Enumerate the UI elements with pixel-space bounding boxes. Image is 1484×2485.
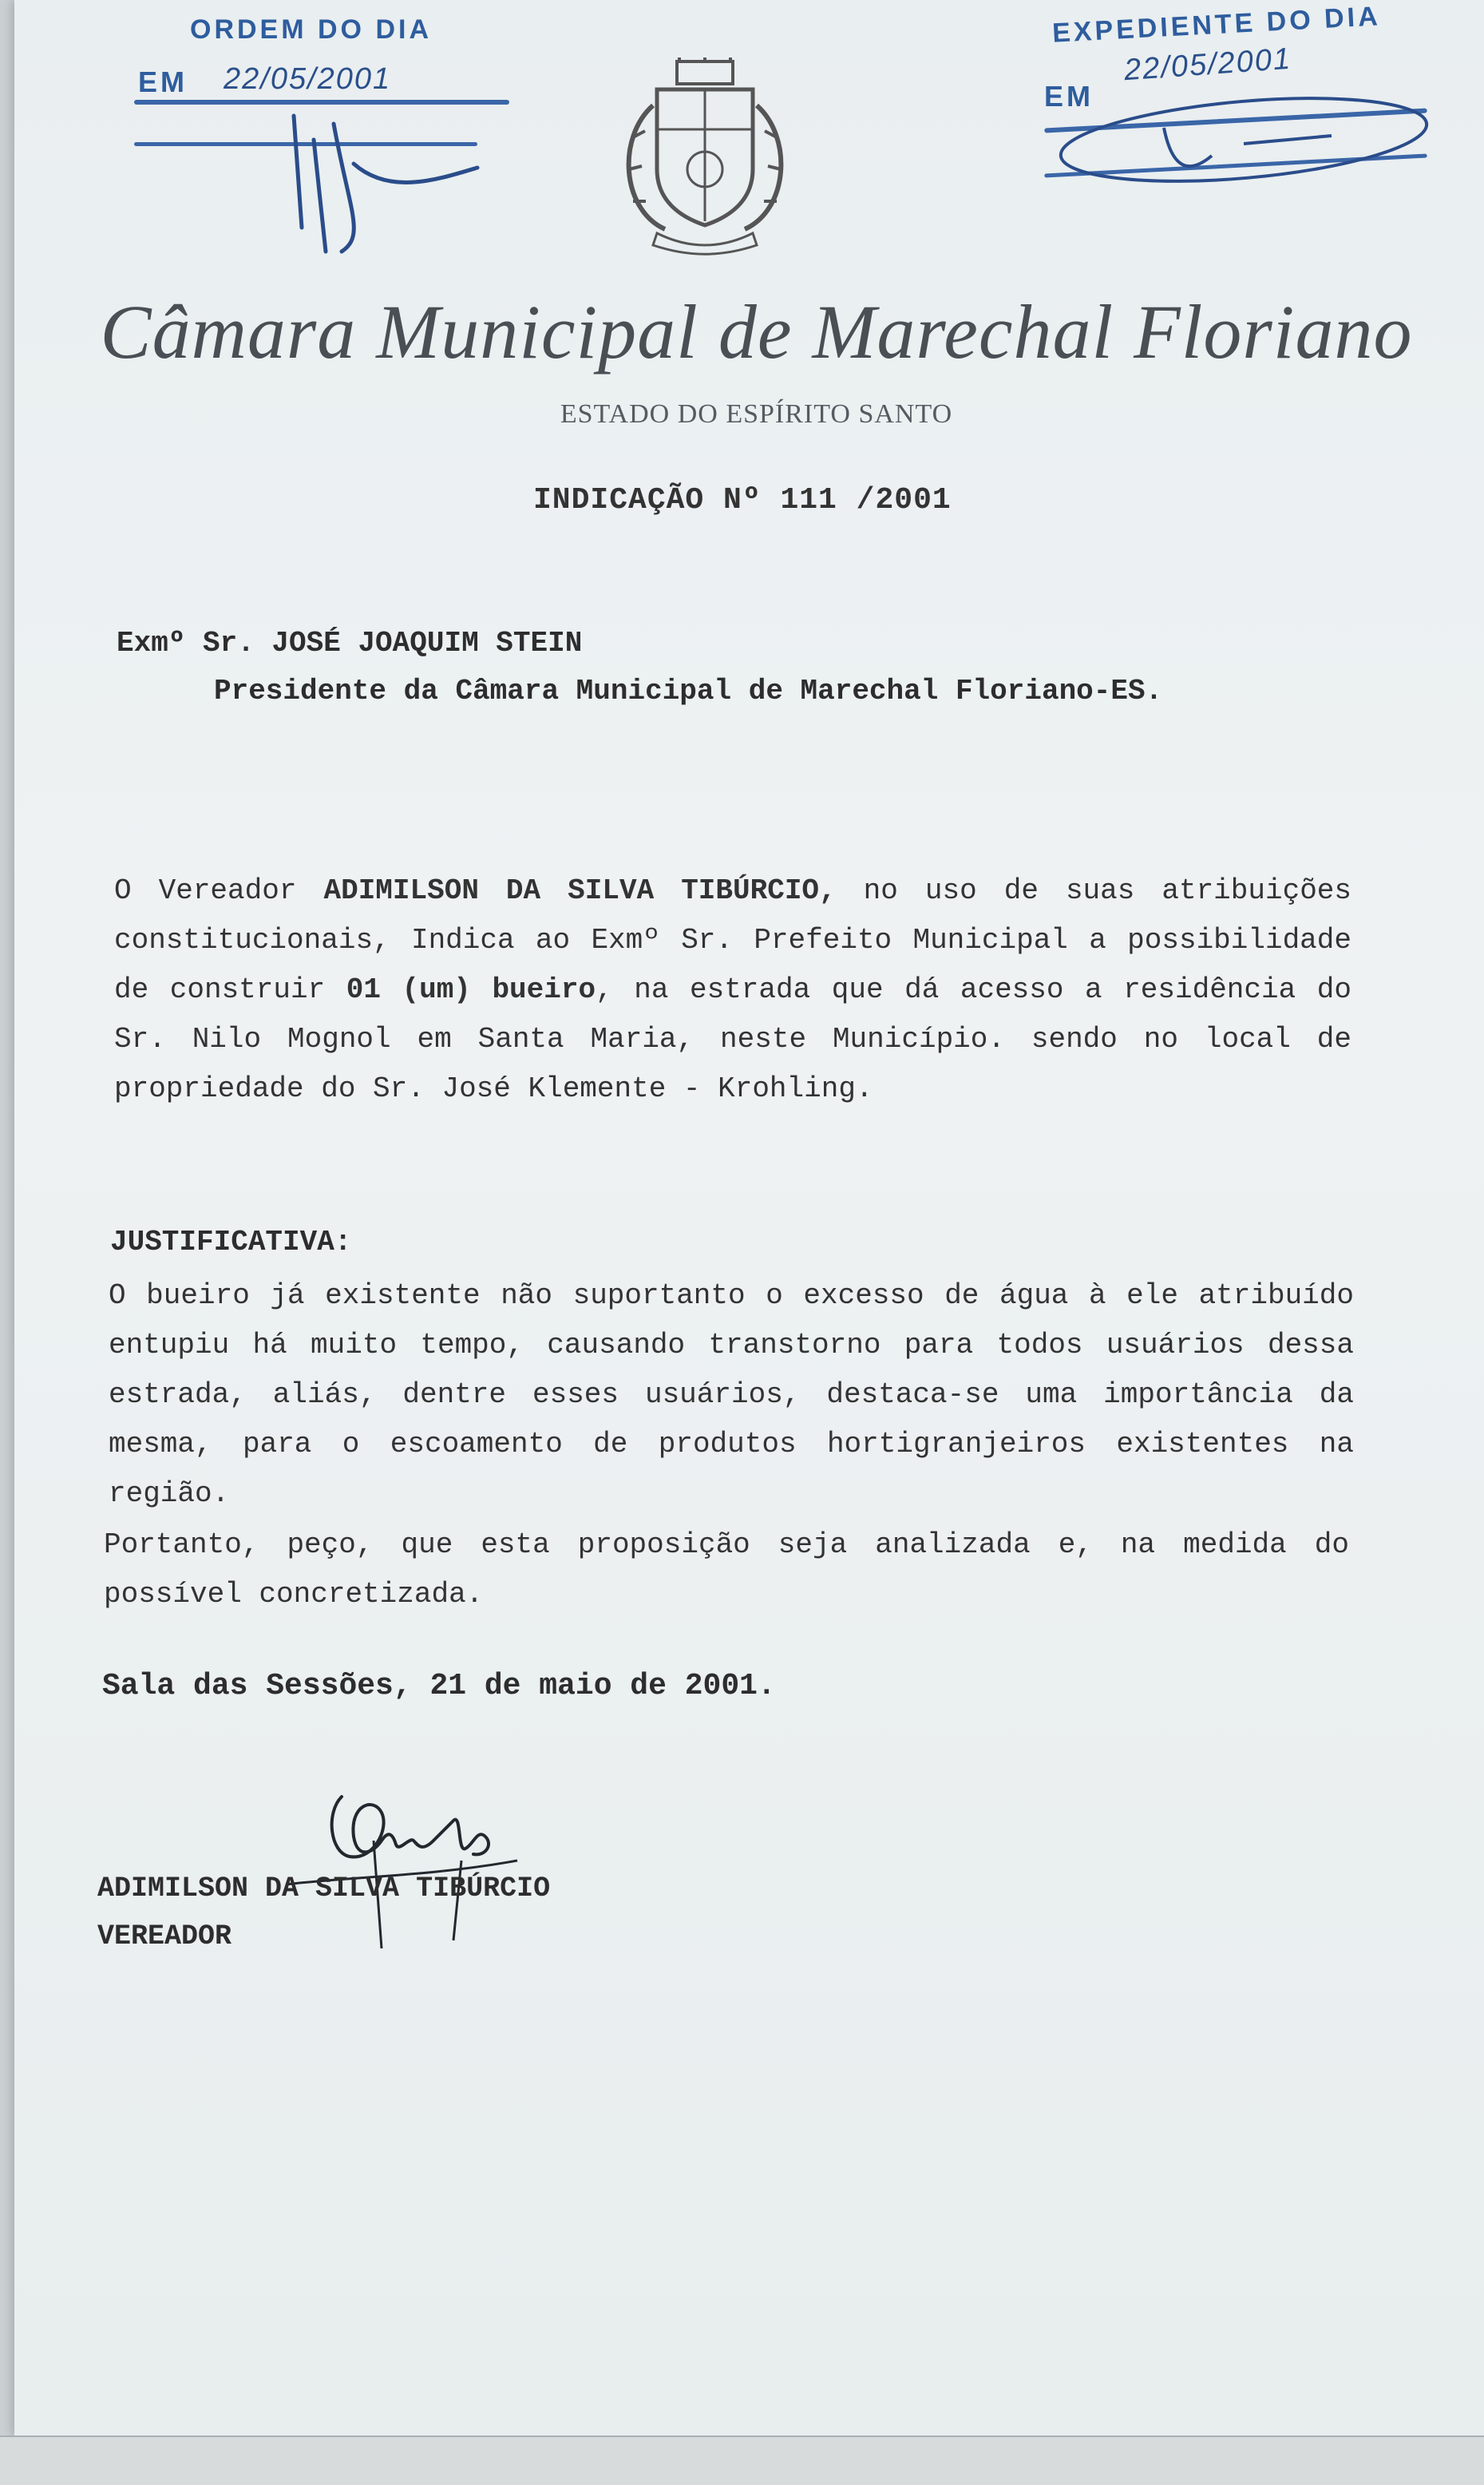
body-item: 01 (um) bueiro (346, 973, 596, 1006)
body-part2: , na estrada que dá acesso a residência do Sr. Nilo Mognol em Santa Maria, neste Município. sendo no local de propriedade do Sr. José Klemente - Krohling. (114, 973, 1351, 1105)
body-paragraph (114, 866, 1351, 1114)
justification-text: O bueiro já existente não suportanto o excesso de água à ele atribuído entupiu há muito tempo, causando transtorno para todos usuários dessa estrada, aliás, dentre esses usuários, destaca-se uma importância da mesma, para o escoamento de produtos hortigranjeiros existentes na região. (109, 1279, 1354, 1510)
ordem-initials-scribble (278, 92, 493, 260)
body-part1: no uso de suas atribuições constitucionais, Indica ao Exmº Sr. Prefeito Municipal a possibilidade de construir (114, 874, 1352, 1006)
coat-of-arms-icon (609, 57, 801, 257)
expediente-stamp-date: 22/05/2001 (1122, 42, 1293, 88)
expediente-stamp-prefix: EM (1044, 80, 1094, 113)
signature-icon (254, 1765, 541, 1956)
body-lead: O Vereador (114, 874, 324, 907)
ordem-stamp-prefix: EM (138, 65, 188, 98)
document-page (14, 0, 1484, 2435)
expediente-initials-scribble (1044, 80, 1443, 200)
chamber-name: Câmara Municipal de Marechal Floriano (100, 289, 1413, 375)
state-name: ESTADO DO ESPÍRITO SANTO (560, 399, 953, 429)
addressee-name: Exmº Sr. JOSÉ JOAQUIM STEIN (117, 627, 583, 660)
councilor-name: ADIMILSON DA SILVA TIBÚRCIO, (323, 874, 837, 907)
request-text: Portanto, peço, que esta proposição seja analizada e, na medida do possível concretizada. (104, 1528, 1349, 1611)
ordem-stamp-title: ORDEM DO DIA (190, 14, 432, 45)
expediente-stamp-title: EXPEDIENTE DO DIA (1051, 1, 1382, 49)
justification-heading: JUSTIFICATIVA: (110, 1226, 352, 1258)
signer-name: ADIMILSON DA SILVA TIBÚRCIO (97, 1873, 551, 1904)
page-bottom-edge (0, 2435, 1484, 2485)
addressee-title: Presidente da Câmara Municipal de Marechal Floriano-ES. (214, 675, 1163, 707)
document-number: INDICAÇÃO Nº 111 /2001 (533, 483, 952, 517)
signer-role: VEREADOR (97, 1920, 232, 1952)
date-line: Sala das Sessões, 21 de maio de 2001. (102, 1669, 776, 1703)
ordem-stamp-date: 22/05/2001 (224, 62, 392, 96)
